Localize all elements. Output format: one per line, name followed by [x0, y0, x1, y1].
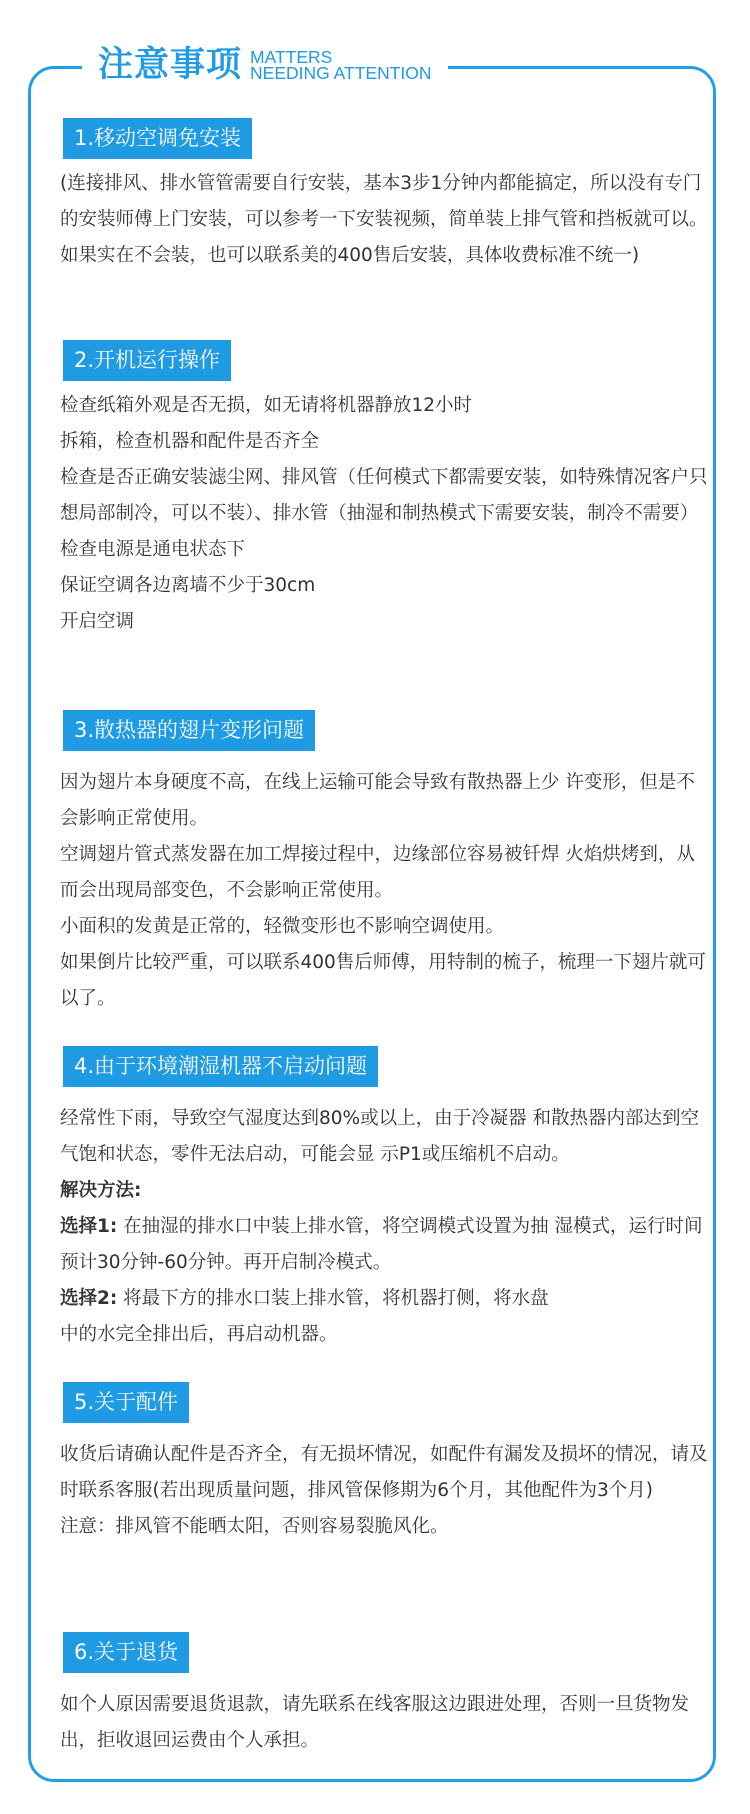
section-accessories [60, 1382, 710, 1632]
solution-label: 解决方法: [60, 1180, 142, 1201]
section-title: 4.由于环境潮湿机器不启动问题 [63, 1046, 378, 1087]
section-startup-operation [60, 340, 710, 710]
section-paragraph: 收货后请确认配件是否齐全，有无损坏情况，如配件有漏发及损坏的情况，请及时联系客服(若出现质量问题，排风管保修期为6个月，其他配件为3个月) [60, 1444, 708, 1501]
section-paragraph: 保证空调各边离墙不少于30cm [60, 575, 316, 596]
solution-option-1 [60, 1209, 710, 1281]
section-title: 3.散热器的翅片变形问题 [63, 710, 315, 751]
section-paragraph: (连接排风、排水管管需要自行安装，基本3步1分钟内都能搞定，所以没有专门的安装师傅上门安装，可以参考一下安装视频，简单装上排气管和挡板就可以。如果实在不会装，也可以联系美的400售后安装，具体收费标准不统一) [60, 173, 708, 266]
solution-option-2 [60, 1281, 710, 1317]
section-title: 2.开机运行操作 [63, 340, 231, 381]
section-paragraph: 如个人原因需要退货退款，请先联系在线客服这边跟进处理，否则一旦货物发出，拒收退回运费由个人承担。 [60, 1694, 690, 1751]
section-paragraph: 检查电源是通电状态下 [60, 539, 246, 560]
section-title: 5.关于配件 [63, 1382, 189, 1423]
page-title: 注意事项 [98, 44, 243, 85]
section-title: 1.移动空调免安装 [63, 118, 252, 159]
section-title: 6.关于退货 [63, 1632, 189, 1673]
section-paragraph: 如果倒片比较严重，可以联系400售后师傅，用特制的梳子，梳理一下翅片就可以了。 [60, 952, 706, 1009]
page-header [82, 40, 448, 90]
section-humidity-startup [60, 1046, 710, 1382]
section-paragraph: 开启空调 [60, 611, 135, 632]
section-paragraph: 中的水完全排出后，再启动机器。 [60, 1324, 338, 1345]
section-paragraph: 检查纸箱外观是否无损，如无请将机器静放12小时 [60, 395, 473, 416]
notice-content [60, 118, 710, 1792]
section-paragraph: 因为翅片本身硬度不高，在线上运输可能会导致有散热器上少 许变形，但是不会影响正常使用。 [60, 772, 695, 829]
section-paragraph: 经常性下雨，导致空气湿度达到80%或以上，由于冷凝器 和散热器内部达到空气饱和状态，零件无法启动，可能会显 示P1或压缩机不启动。 [60, 1108, 700, 1165]
page-subtitle [250, 49, 432, 81]
section-paragraph: 检查是否正确安装滤尘网、排风管（任何模式下都需要安装，如特殊情况客户只想局部制冷，可以不装）、排水管（抽湿和制热模式下需要安装，制冷不需要） [60, 467, 708, 524]
section-paragraph: 小面积的发黄是正常的，轻微变形也不影响空调使用。 [60, 916, 505, 937]
section-returns [60, 1632, 710, 1792]
option-text: 将最下方的排水口装上排水管，将机器打侧，将水盘 [123, 1288, 549, 1309]
section-paragraph: 注意：排风管不能晒太阳，否则容易裂脆风化。 [60, 1516, 449, 1537]
section-paragraph: 空调翅片管式蒸发器在加工焊接过程中，边缘部位容易被钎焊 火焰烘烤到，从而会出现局部变色，不会影响正常使用。 [60, 844, 695, 901]
subtitle-line-2: NEEDING ATTENTION [250, 63, 432, 83]
option-label: 选择1: [60, 1216, 118, 1237]
section-fin-deformation [60, 710, 710, 1046]
option-text: 在抽湿的排水口中装上排水管，将空调模式设置为抽 湿模式，运行时间预计30分钟-60分钟。再开启制冷模式。 [60, 1216, 703, 1273]
section-installation [60, 118, 710, 340]
subtitle-line-1: MATTERS [250, 47, 333, 67]
section-paragraph: 拆箱，检查机器和配件是否齐全 [60, 431, 320, 452]
option-label: 选择2: [60, 1288, 118, 1309]
